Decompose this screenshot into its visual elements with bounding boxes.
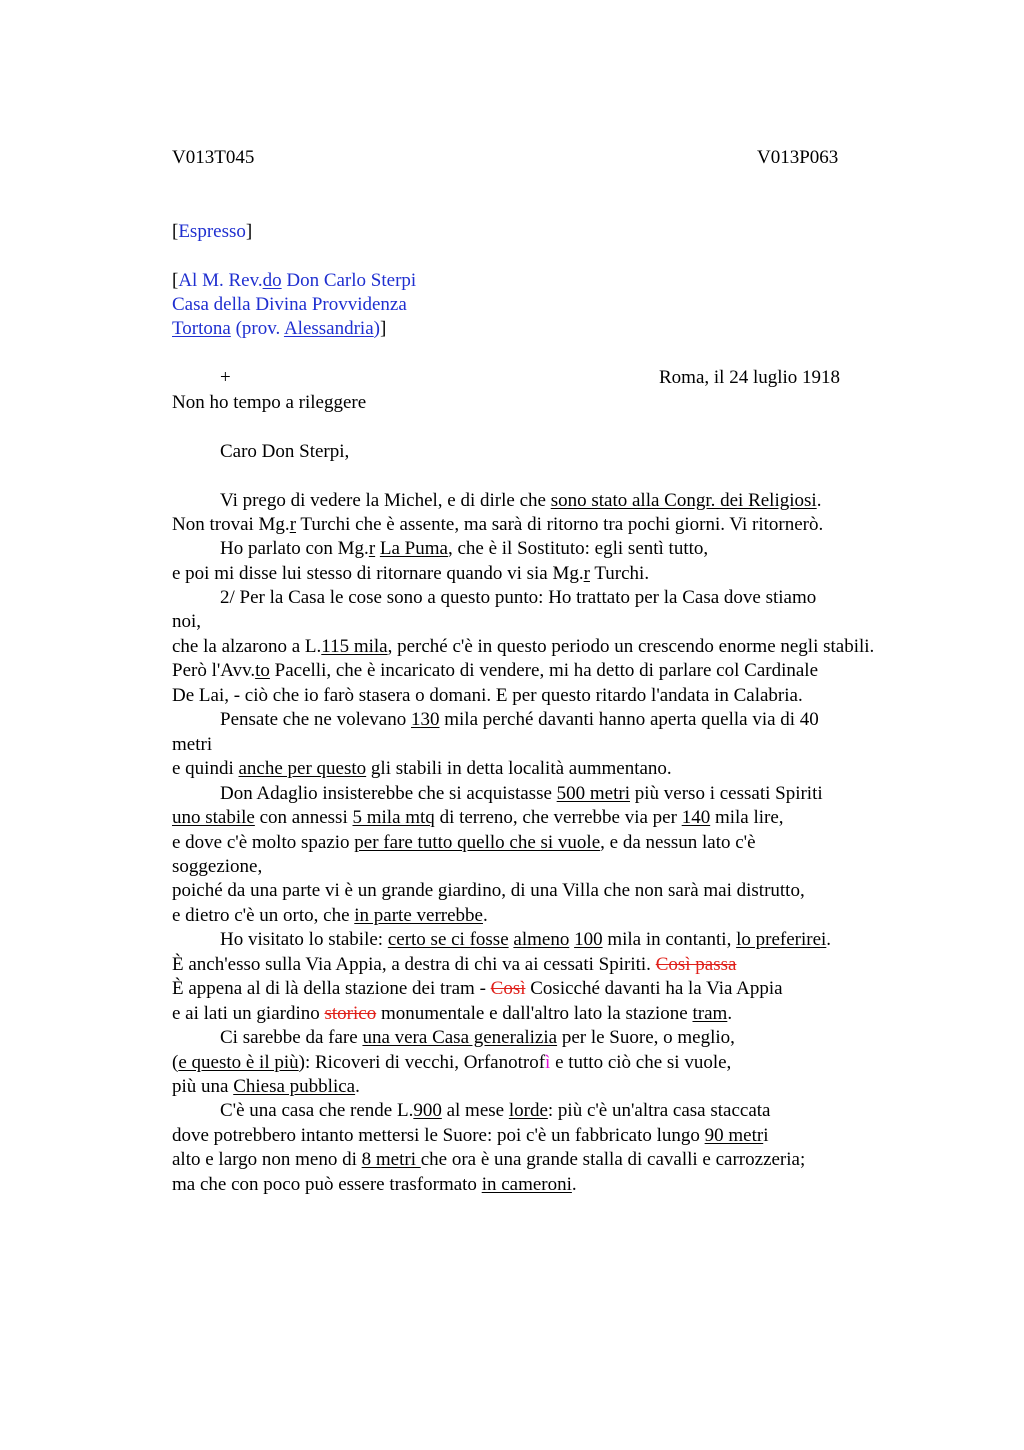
letter-line: 2/ Per la Casa le cose sono a questo punto: Ho trattato per la Casa dove stiamo: [220, 587, 817, 608]
letter-line: De Lai, - ciò che io farò stasera o domani. E per questo ritardo l'andata in Calabria.: [172, 685, 803, 706]
letter-line: È anch'esso sulla Via Appia, a destra di chi va ai cessati Spiriti. Così passa: [172, 954, 737, 975]
letter-line: e ai lati un giardino storico monumentale e dall'altro lato la stazione tram.: [172, 1003, 733, 1024]
espresso-text: Espresso: [178, 221, 246, 242]
letter-line: Don Adaglio insisterebbe che si acquistasse 500 metri più verso i cessati Spiriti: [220, 783, 823, 804]
letter-line: alto e largo non meno di 8 metri che ora è una grande stalla di cavalli e carrozzeria;: [172, 1149, 806, 1170]
address-line-2: Casa della Divina Provvidenza: [172, 294, 407, 315]
letter-line: dove potrebbero intanto mettersi le Suore: poi c'è un fabbricato lungo 90 metri: [172, 1125, 769, 1146]
deleted-text: Così passa: [655, 954, 737, 975]
letter-line: Pensate che ne volevano 130 mila perché davanti hanno aperta quella via di 40: [220, 709, 819, 730]
letter-line: e dove c'è molto spazio per fare tutto quello che si vuole, e da nessun lato c'è: [172, 832, 756, 853]
letter-line: Vi prego di vedere la Michel, e di dirle che sono stato alla Congr. dei Religiosi.: [220, 490, 822, 511]
letter-line: che la alzarono a L.115 mila, perché c'è in questo periodo un crescendo enorme negli stabili.: [172, 636, 875, 657]
letter-line: Ho parlato con Mg.r La Puma, che è il Sostituto: egli sentì tutto,: [220, 538, 709, 559]
address-line-3: Tortona (prov. Alessandria)]: [172, 318, 387, 339]
note-line: Non ho tempo a rileggere: [172, 392, 367, 413]
letter-line: (e questo è il più): Ricoveri di vecchi, Orfanotrofì e tutto ciò che si vuole,: [172, 1052, 732, 1073]
letter-line: più una Chiesa pubblica.: [172, 1076, 360, 1097]
letter-line: noi,: [172, 611, 202, 632]
letter-line: soggezione,: [172, 856, 263, 877]
cross-symbol: +: [220, 367, 231, 388]
letter-line: C'è una casa che rende L.900 al mese lorde: più c'è un'altra casa staccata: [220, 1100, 771, 1121]
deleted-text: storico: [324, 1003, 377, 1024]
letter-line: Ho visitato lo stabile: certo se ci fosse almeno 100 mila in contanti, lo preferirei.: [220, 929, 832, 950]
letter-line: e quindi anche per questo gli stabili in detta località aummentano.: [172, 758, 672, 779]
espresso-line: [Espresso]: [172, 221, 253, 242]
letter-line: metri: [172, 734, 213, 755]
date-line: Roma, il 24 luglio 1918: [659, 367, 841, 388]
letter-line: e poi mi disse lui stesso di ritornare quando vi sia Mg.r Turchi.: [172, 563, 650, 584]
letter-line: e dietro c'è un orto, che in parte verrebbe.: [172, 905, 488, 926]
address-line-1: [Al M. Rev.do Don Carlo Sterpi: [172, 270, 417, 291]
salutation: Caro Don Sterpi,: [220, 441, 350, 462]
corrected-letter: ì: [545, 1052, 551, 1073]
letter-line: Però l'Avv.to Pacelli, che è incaricato di vendere, mi ha detto di parlare col Cardinale: [172, 660, 819, 681]
letter-line: uno stabile con annessi 5 mila mtq di terreno, che verrebbe via per 140 mila lire,: [172, 807, 784, 828]
deleted-text: Così: [490, 978, 526, 999]
letter-line: poiché da una parte vi è un grande giardino, di una Villa che non sarà mai distrutto,: [172, 880, 805, 901]
letter-line: Ci sarebbe da fare una vera Casa generalizia per le Suore, o meglio,: [220, 1027, 735, 1048]
right-code: V013P063: [757, 147, 839, 168]
letter-line: ma che con poco può essere trasformato in cameroni.: [172, 1174, 577, 1195]
left-code: V013T045: [172, 147, 255, 168]
letter-line: Non trovai Mg.r Turchi che è assente, ma sarà di ritorno tra pochi giorni. Vi ritornerò.: [172, 514, 824, 535]
letter-line: È appena al di là della stazione dei tram - Così Cosicché davanti ha la Via Appia: [172, 978, 783, 999]
